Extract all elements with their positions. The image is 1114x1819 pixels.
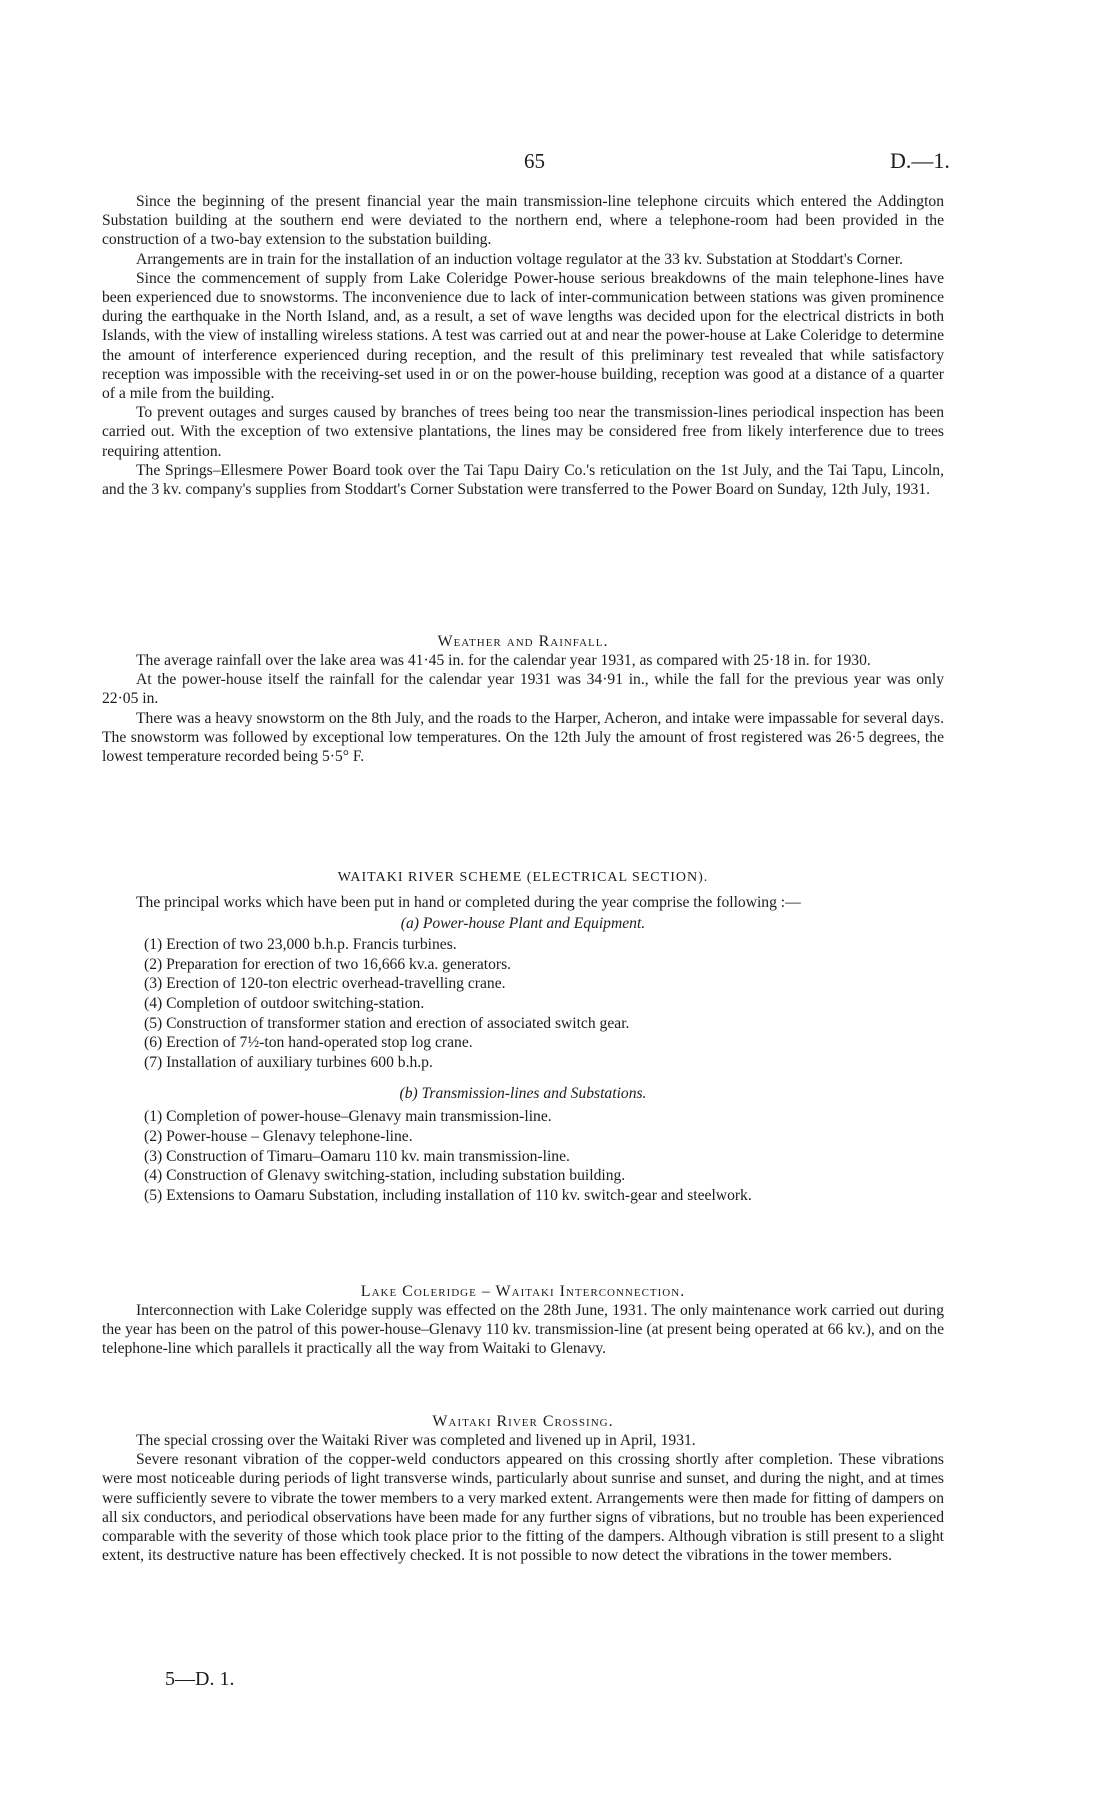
- list-item: (1) Erection of two 23,000 b.h.p. Francis turbines.: [144, 936, 457, 954]
- paragraph: The special crossing over the Waitaki River was completed and livened up in April, 1931.: [136, 1432, 696, 1449]
- list-item: (5) Construction of transformer station and erection of associated switch gear.: [144, 1014, 630, 1032]
- list-item: (7) Installation of auxiliary turbines 600 b.h.p.: [144, 1053, 433, 1071]
- section-heading: Lake Coleridge – Waitaki Interconnection.: [360, 1283, 686, 1300]
- paragraph: There was a heavy snowstorm on the 8th July, and the roads to the Harper, Acheron, and intake were impassable for several days. The snowstorm was followed by exceptional low temperatures. On the 12th July the amount of frost registered was 26·5 degrees, the lowest temperature recorded being 5·5° F.: [102, 709, 944, 766]
- section-heading: Waitaki River Crossing.: [432, 1413, 614, 1430]
- paragraph: To prevent outages and surges caused by branches of trees being too near the transmission-lines periodical inspection has been carried out. With the exception of two extensive plantations, the lines may be considered free from likely interference due to trees requiring attention.: [102, 404, 944, 460]
- list-item: (6) Erection of 7½-ton hand-operated stop log crane.: [144, 1034, 473, 1052]
- paragraph: Since the beginning of the present financial year the main transmission-line telephone circuits which entered the Addington Substation building at the southern end were deviated to the northern end, where a telephone-room had been provided in the construction of a two-bay extension to the substation building.: [102, 193, 944, 249]
- paragraph: Interconnection with Lake Coleridge supply was effected on the 28th June, 1931. The only maintenance work carried out during the year has been on the patrol of this power-house–Glenavy 110 kv. transmission-line (at present being operated at 66 kv.), and on the telephone-line which parallels it practically all the way from Waitaki to Glenavy.: [102, 1302, 944, 1358]
- paragraph: The principal works which have been put in hand or completed during the year comprise the following :—: [136, 894, 801, 911]
- paragraph: At the power-house itself the rainfall for the calendar year 1931 was 34·91 in., while the fall for the previous year was only 22·05 in.: [102, 671, 944, 708]
- intro-section: [102, 192, 944, 499]
- weather-section: [102, 632, 944, 766]
- list-item: (2) Preparation for erection of two 16,666 kv.a. generators.: [144, 955, 512, 973]
- list-item: (2) Power-house – Glenavy telephone-line.: [144, 1127, 413, 1145]
- paragraph: Arrangements are in train for the installation of an induction voltage regulator at the 33 kv. Substation at Stoddart's Corner.: [136, 250, 904, 268]
- works-list-b: [102, 1107, 944, 1205]
- paragraph: The average rainfall over the lake area was 41·45 in. for the calendar year 1931, as compared with 25·18 in. for 1930.: [136, 652, 871, 669]
- interconnection-section: [102, 1282, 944, 1359]
- signature-mark: 5—D. 1.: [165, 1668, 235, 1690]
- section-heading: Weather and Rainfall.: [437, 633, 609, 650]
- list-item: (1) Completion of power-house–Glenavy main transmission-line.: [144, 1108, 552, 1126]
- section-heading: WAITAKI RIVER SCHEME (ELECTRICAL SECTION).: [337, 870, 709, 885]
- paragraph: The Springs–Ellesmere Power Board took over the Tai Tapu Dairy Co.'s reticulation on the 1st July, and the Tai Tapu, Lincoln, and the 3 kv. company's supplies from Stoddart's Corner Substation were transferred to the Power Board on Sunday, 12th July, 1931.: [102, 461, 944, 499]
- works-list-a: [102, 935, 944, 1072]
- crossing-section: [102, 1412, 944, 1565]
- list-item: (4) Construction of Glenavy switching-station, including substation building.: [144, 1167, 626, 1185]
- list-item: (5) Extensions to Oamaru Substation, including installation of 110 kv. switch-gear and steelwork.: [144, 1186, 752, 1204]
- list-item: (3) Erection of 120-ton electric overhead-travelling crane.: [144, 975, 506, 993]
- list-item: (3) Construction of Timaru–Oamaru 110 kv. main transmission-line.: [144, 1147, 570, 1165]
- paragraph: Since the commencement of supply from Lake Coleridge Power-house serious breakdowns of the main telephone-lines have been experienced due to snowstorms. The inconvenience due to lack of inter-communication between stations was given prominence during the earthquake in the North Island, and, as a result, a set of wave lengths was decided upon for the electrical districts in both Islands, with the view of installing wireless stations. A test was carried out at and near the power-house at Lake Coleridge to determine the amount of interference experienced during reception, and the result of this preliminary test revealed that while satisfactory reception was impossible with the receiving-set used in or on the power-house building, reception was good at a distance of a quarter of a mile from the building.: [102, 269, 944, 403]
- document-reference: D.—1.: [890, 148, 950, 173]
- paragraph: Severe resonant vibration of the copper-weld conductors appeared on this crossing shortly after completion. These vibrations were most noticeable during periods of light transverse winds, particularly about sunrise and sunset, and during the night, and at times were sufficiently severe to vibrate the tower members to a very marked extent. Arrangements were then made for fitting of dampers on all six conductors, and periodical observations have been made for any further signs of vibrations, but no trouble has been experienced comparable with the severity of those which took place prior to the fitting of the dampers. Although vibration is still present to a slight extent, its destructive nature has been effectively checked. It is not possible to now detect the vibrations in the tower members.: [102, 1451, 944, 1565]
- waitaki-section: [102, 868, 944, 1205]
- subheading: (b) Transmission-lines and Substations.: [399, 1085, 647, 1103]
- page-number: 65: [524, 149, 545, 173]
- subheading: (a) Power-house Plant and Equipment.: [400, 915, 646, 933]
- list-item: (4) Completion of outdoor switching-station.: [144, 994, 425, 1012]
